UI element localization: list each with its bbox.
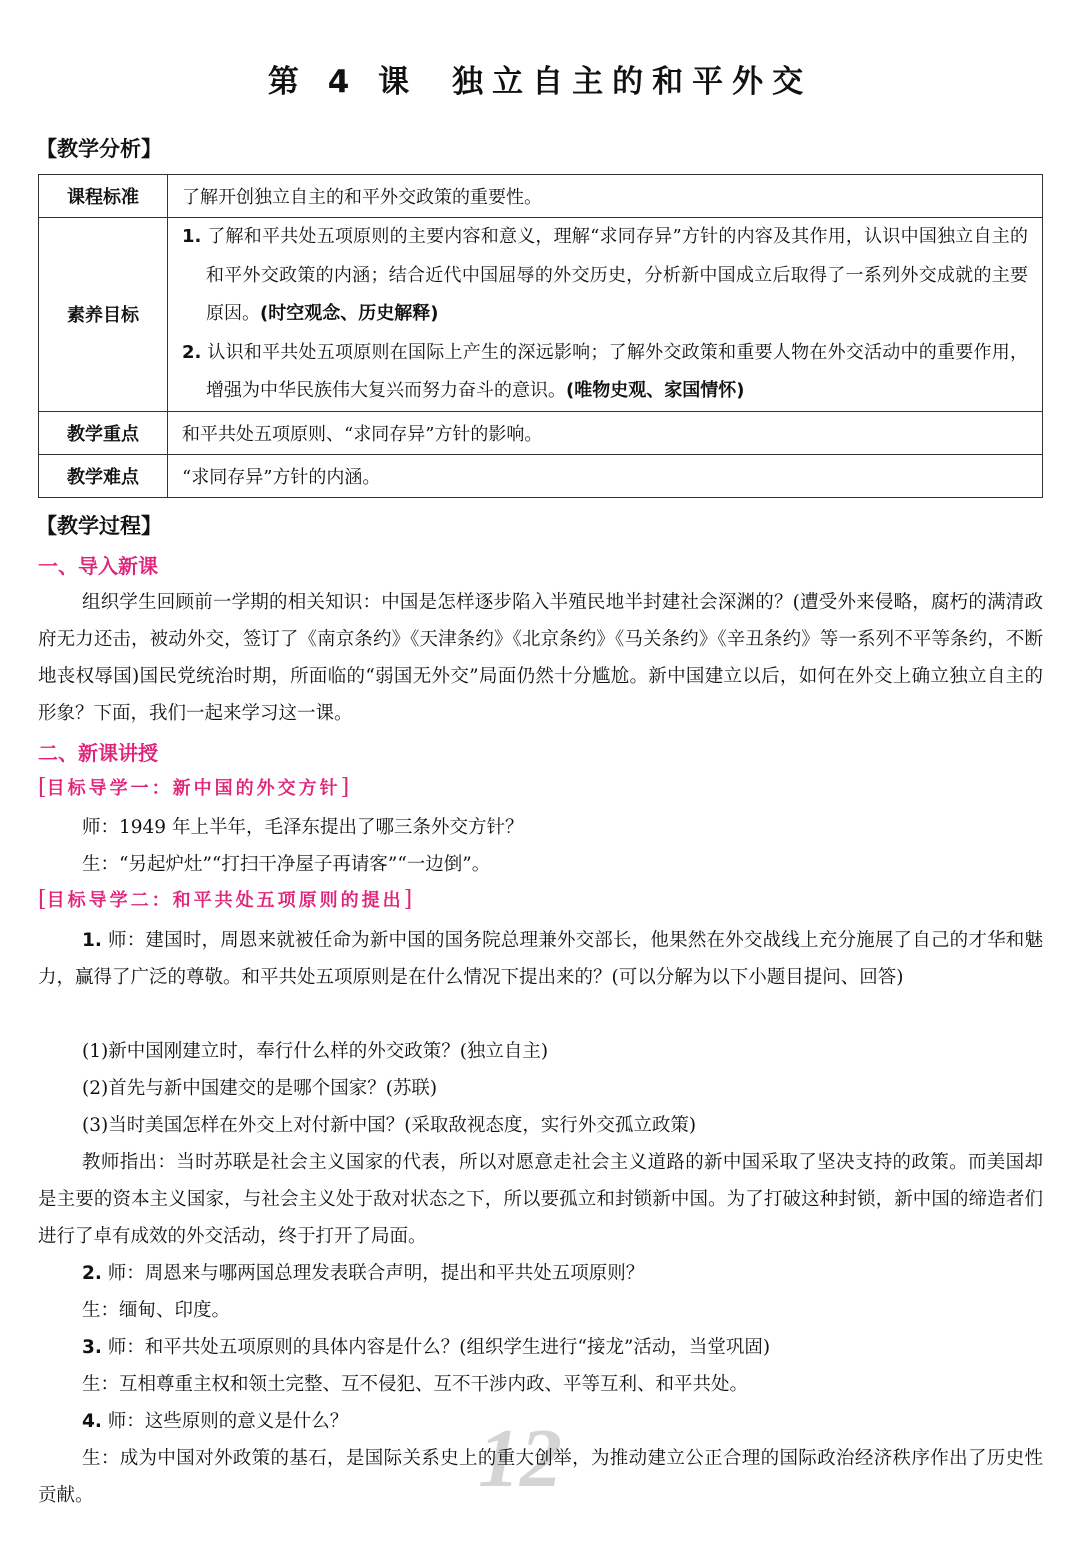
sub-question: (2)首先与新中国建交的是哪个国家？(苏联) bbox=[82, 1078, 438, 1099]
goal-item: 2. 认识和平共处五项原则在国际上产生的深远影响；了解外交政策和重要人物在外交活动中的重要作用，增强为中华民族伟大复兴而努力奋斗的意识。(唯物史观、家国情怀) bbox=[182, 341, 1028, 401]
sub-question: (1)新中国刚建立时，奉行什么样的外交政策？(独立自主) bbox=[82, 1041, 549, 1062]
table-row bbox=[39, 175, 1043, 218]
answer-line: 生：缅甸、印度。 bbox=[82, 1300, 231, 1321]
row-content: “求同存异”方针的内涵。 bbox=[168, 454, 1043, 497]
goal-tag: (唯物史观、家国情怀) bbox=[566, 380, 745, 401]
answer-paragraph: 生：成为中国对外政策的基石，是国际关系史上的重大创举，为推动建立公正合理的国际政治经济秩序作出了历史性贡献。 bbox=[38, 1448, 1043, 1506]
row-label: 课程标准 bbox=[39, 175, 168, 218]
sub-question: (3)当时美国怎样在外交上对付新中国？(采取敌视态度，实行外交孤立政策) bbox=[82, 1115, 697, 1136]
question-line: 4. 师：这些原则的意义是什么？ bbox=[82, 1411, 349, 1432]
row-content: 和平共处五项原则、“求同存异”方针的影响。 bbox=[168, 411, 1043, 454]
goal-item: 1. 了解和平共处五项原则的主要内容和意义，理解“求同存异”方针的内容及其作用，认识中国独立自主的和平外交政策的内涵；结合近代中国屈辱的外交历史，分析新中国成立后取得了一系列外交成就的主要原因。(时空观念、历史解释) bbox=[182, 226, 1028, 324]
question-line: 3. 师：和平共处五项原则的具体内容是什么？(组织学生进行“接龙”活动，当堂巩固) bbox=[82, 1337, 771, 1358]
answer-line: 生：互相尊重主权和领土完整、互不侵犯、互不干涉内政、平等互利、和平共处。 bbox=[82, 1374, 749, 1395]
analysis-table bbox=[38, 174, 1043, 498]
row-label: 教学重点 bbox=[39, 411, 168, 454]
intro-paragraph: 组织学生回顾前一学期的相关知识：中国是怎样逐步陷入半殖民地半封建社会深渊的？(遭受外来侵略，腐朽的满清政府无力还击，被动外交，签订了《南京条约》《天津条约》《北京条约》《马关条约》《辛丑条约》等一系列不平等条约，不断地丧权辱国)国民党统治时期，所面临的“弱国无外交”局面仍然十分尴尬。新中国建立以后，如何在外交上确立独立自主的形象？下面，我们一起来学习这一课。 bbox=[38, 592, 1043, 724]
process-heading: 【教学过程】 bbox=[36, 514, 162, 538]
lesson-number: 第 4 课 bbox=[267, 64, 419, 100]
target-heading: [目标导学二：和平共处五项原则的提出] bbox=[38, 887, 413, 912]
row-label: 教学难点 bbox=[39, 454, 168, 497]
table-row bbox=[39, 218, 1043, 412]
answer-line: 生：“另起炉灶”“打扫干净屋子再请客”“一边倒”。 bbox=[82, 854, 491, 875]
table-row bbox=[39, 454, 1043, 497]
analysis-heading: 【教学分析】 bbox=[36, 137, 162, 161]
table-row bbox=[39, 411, 1043, 454]
row-label: 素养目标 bbox=[39, 218, 168, 412]
row-content bbox=[168, 218, 1043, 412]
page-title bbox=[0, 56, 1080, 101]
goal-tag: (时空观念、历史解释) bbox=[260, 303, 439, 324]
section-heading: 一、导入新课 bbox=[38, 554, 158, 578]
page-number: 12 bbox=[478, 1412, 562, 1505]
question-line: 师：1949 年上半年，毛泽东提出了哪三条外交方针？ bbox=[82, 817, 524, 838]
section-heading: 二、新课讲授 bbox=[38, 741, 158, 765]
question-line: 2. 师：周恩来与哪两国总理发表联合声明，提出和平共处五项原则？ bbox=[82, 1263, 645, 1284]
teacher-note: 教师指出：当时苏联是社会主义国家的代表，所以对愿意走社会主义道路的新中国采取了坚决支持的政策。而美国却是主要的资本主义国家，与社会主义处于敌对状态之下，所以要孤立和封锁新中国。为了打破这种封锁，新中国的缔造者们进行了卓有成效的外交活动，终于打开了局面。 bbox=[38, 1152, 1043, 1247]
question-paragraph: 1. 师：建国时，周恩来就被任命为新中国的国务院总理兼外交部长，他果然在外交战线上充分施展了自己的才华和魅力，赢得了广泛的尊敬。和平共处五项原则是在什么情况下提出来的？(可以分解为以下小题目提问、回答) bbox=[38, 930, 1043, 988]
row-content: 了解开创独立自主的和平外交政策的重要性。 bbox=[168, 175, 1043, 218]
target-heading: [目标导学一：新中国的外交方针] bbox=[38, 775, 350, 800]
lesson-name: 独立自主的和平外交 bbox=[452, 64, 813, 100]
